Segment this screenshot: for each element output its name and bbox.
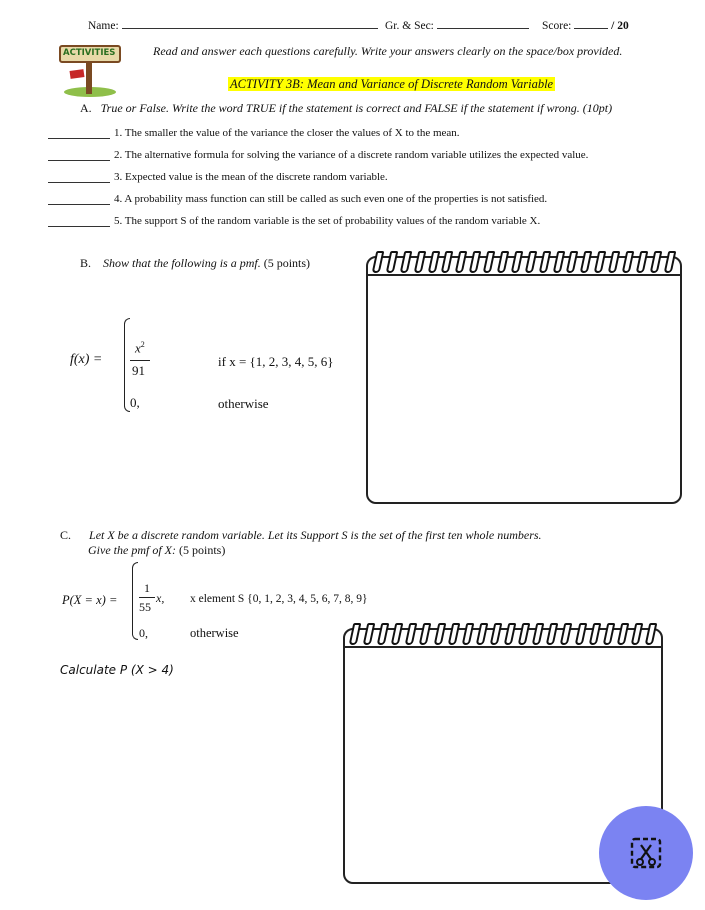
scissors-crop-icon bbox=[626, 833, 666, 873]
instructions: Read and answer each questions carefully. Write your answers clearly on the space/box provided. bbox=[153, 44, 623, 58]
formula-c-lhs: P(X = x) = bbox=[62, 593, 118, 607]
formula-c-fraction-bar bbox=[139, 597, 155, 598]
formula-b-fraction-bar bbox=[130, 360, 150, 361]
section-c-directions: Let X be a discrete random variable. Let its Support S is the set of the first ten whole numbers. bbox=[89, 528, 542, 542]
tf-item-3: 3. Expected value is the mean of the discrete random variable. bbox=[114, 171, 388, 183]
formula-c-denominator: 55 bbox=[139, 600, 151, 614]
tf-item-5: 5. The support S of the random variable is the set of probability values of the random variable X. bbox=[114, 215, 541, 227]
section-c-subheader: Give the pmf of X: (5 points) bbox=[88, 543, 226, 557]
answer-blank-3[interactable] bbox=[48, 181, 110, 183]
answer-blank-5[interactable] bbox=[48, 225, 110, 227]
name-blank[interactable] bbox=[122, 18, 378, 29]
tf-item-4: 4. A probability mass function can still be called as such even one of the properties is not satisfied. bbox=[114, 193, 548, 205]
formula-c-brace bbox=[132, 562, 138, 640]
screenshot-crop-button[interactable] bbox=[599, 806, 693, 900]
grade-blank[interactable] bbox=[437, 18, 529, 29]
formula-c-condition-1: x element S {0, 1, 2, 3, 4, 5, 6, 7, 8, 9} bbox=[190, 593, 368, 605]
section-b-directions: Show that the following is a pmf. bbox=[103, 256, 261, 270]
formula-b-numerator: $x^2$ bbox=[135, 340, 145, 356]
section-b-header: B. Show that the following is a pmf. (5 points) bbox=[80, 256, 311, 270]
logo-text: ACTIVITIES bbox=[63, 48, 116, 58]
formula-b-lhs: f(x) = bbox=[70, 352, 103, 367]
score-field: Score: / 20 bbox=[542, 20, 629, 32]
formula-c-otherwise: otherwise bbox=[190, 626, 239, 640]
section-a-header: A. True or False. Write the word TRUE if the statement is correct and FALSE if the statement if wrong. (10pt) bbox=[80, 101, 613, 115]
formula-c-numerator: 1 bbox=[144, 581, 150, 595]
section-a-directions: True or False. Write the word TRUE if the statement is correct and FALSE if the statement if wrong. (10pt) bbox=[100, 101, 613, 115]
activities-logo bbox=[58, 40, 122, 98]
tf-item-1: 1. The smaller the value of the variance the closer the values of X to the mean. bbox=[114, 127, 460, 139]
formula-b-condition-1: if x = {1, 2, 3, 4, 5, 6} bbox=[218, 354, 334, 369]
name-field: Name: bbox=[88, 18, 378, 32]
formula-b-otherwise: otherwise bbox=[218, 396, 269, 411]
section-c-header: C. Let X be a discrete random variable. Let its Support S is the set of the first ten whole numbers. bbox=[60, 528, 542, 542]
grade-section-field: Gr. & Sec: bbox=[385, 18, 529, 32]
answer-box-b[interactable] bbox=[366, 256, 682, 504]
activity-title: ACTIVITY 3B: Mean and Variance of Discrete Random Variable bbox=[230, 77, 554, 91]
notebook-spiral-binding bbox=[374, 251, 674, 271]
calculate-prompt: Calculate P (X > 4) bbox=[60, 663, 174, 677]
tf-item-2: 2. The alternative formula for solving the variance of a discrete random variable utilizes the expected value. bbox=[114, 149, 589, 161]
formula-c-variable: x, bbox=[156, 591, 165, 605]
notebook-spiral-binding bbox=[351, 623, 655, 643]
formula-c-otherwise-value: 0, bbox=[139, 626, 148, 640]
score-blank[interactable] bbox=[574, 18, 608, 29]
answer-blank-2[interactable] bbox=[48, 159, 110, 161]
answer-blank-1[interactable] bbox=[48, 137, 110, 139]
formula-b-denominator: 91 bbox=[132, 363, 145, 378]
answer-blank-4[interactable] bbox=[48, 203, 110, 205]
formula-b-otherwise-value: 0, bbox=[130, 395, 140, 410]
